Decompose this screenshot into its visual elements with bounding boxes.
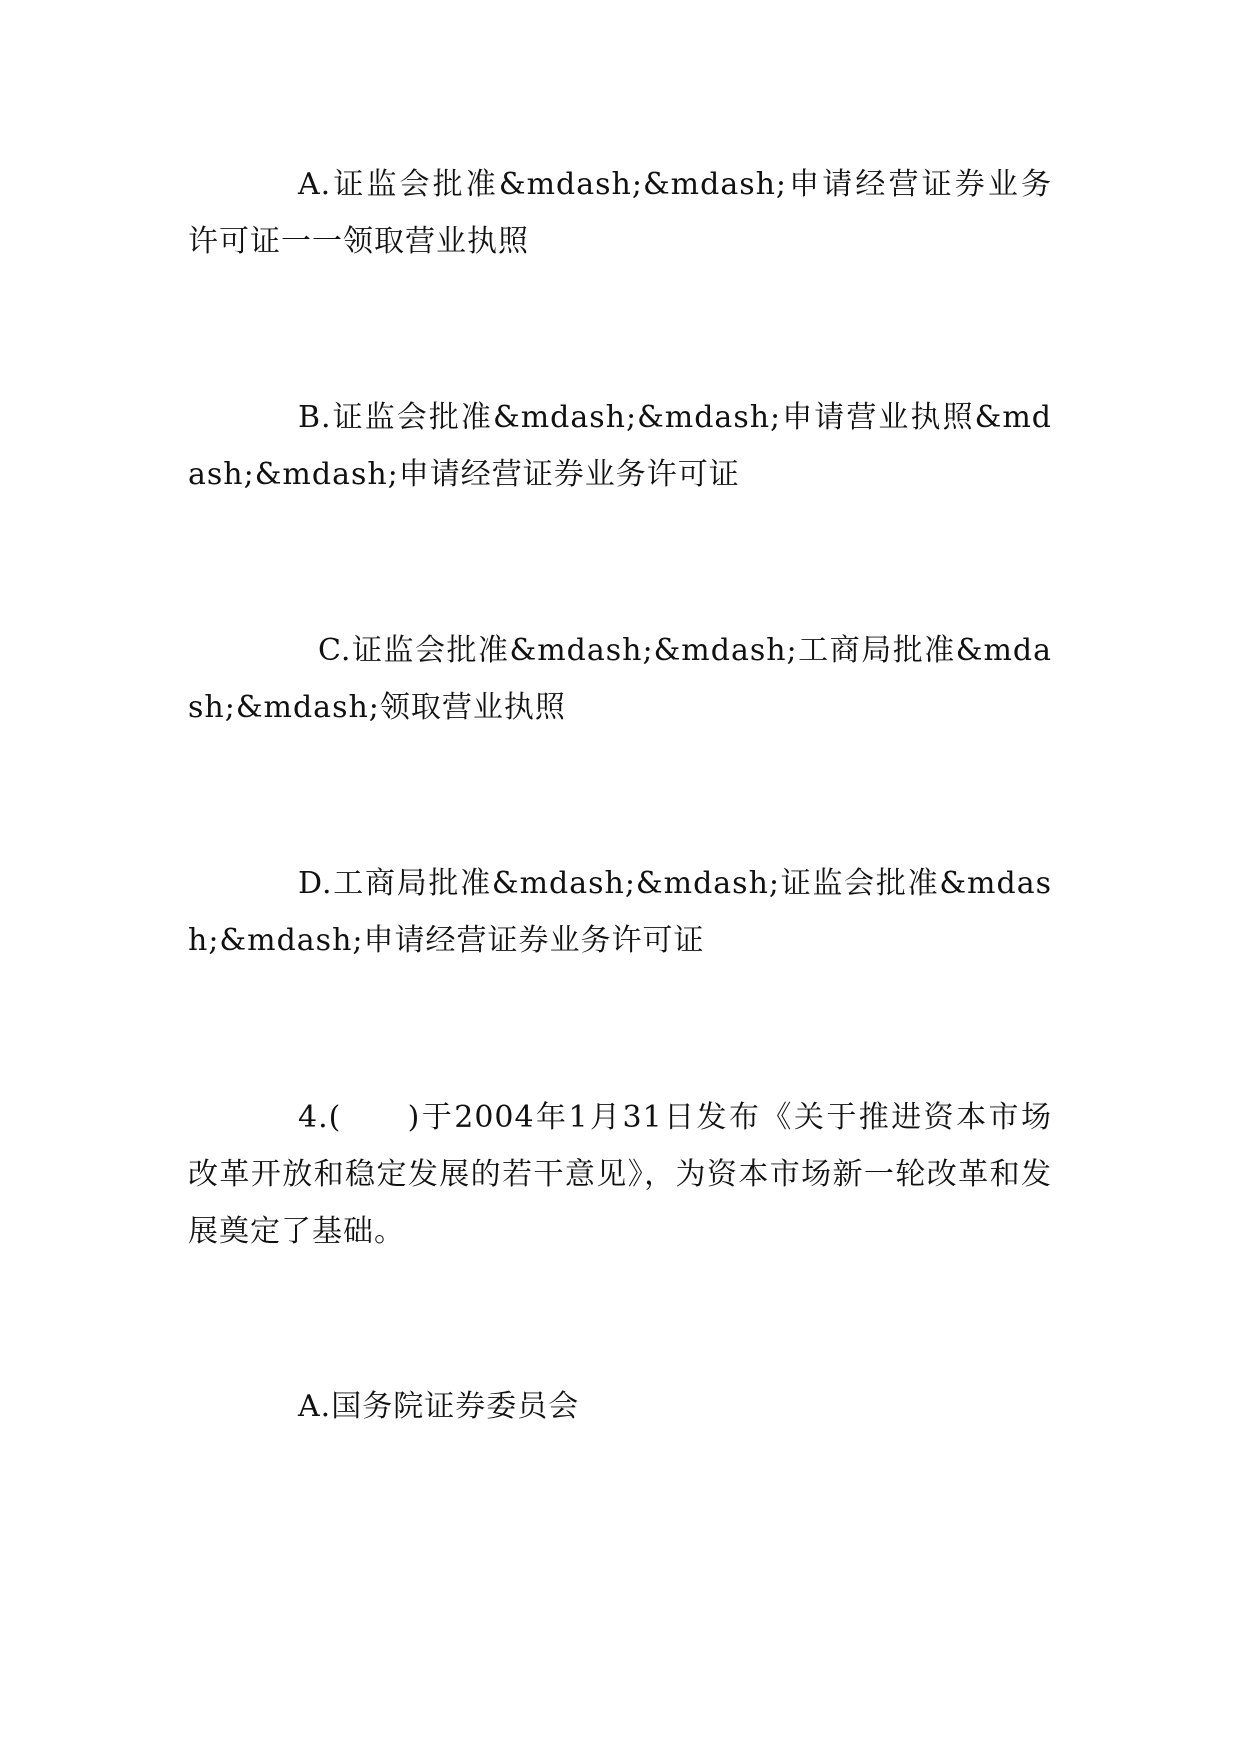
question-4-paragraph: 4.( )于2004年1月31日发布《关于推进资本市场改革开放和稳定发展的若干意见》，为资本市场新一轮改革和发展奠定了基础。 bbox=[188, 1100, 1052, 1249]
option-d-paragraph: D.工商局批准&mdash;&mdash;证监会批准&mdash;&mdash;申请经营证券业务许可证 bbox=[188, 866, 1052, 958]
option-b-paragraph: B.证监会批准&mdash;&mdash;申请营业执照&mdash;&mdash;申请经营证券业务许可证 bbox=[188, 400, 1052, 492]
option-a-paragraph: A.证监会批准&mdash;&mdash;申请经营证券业务许可证一一领取营业执照 bbox=[188, 167, 1052, 259]
option-c-paragraph: C.证监会批准&mdash;&mdash;工商局批准&mdash;&mdash;领取营业执照 bbox=[188, 633, 1052, 725]
question-4-option-a-paragraph: A.国务院证券委员会 bbox=[298, 1389, 580, 1424]
